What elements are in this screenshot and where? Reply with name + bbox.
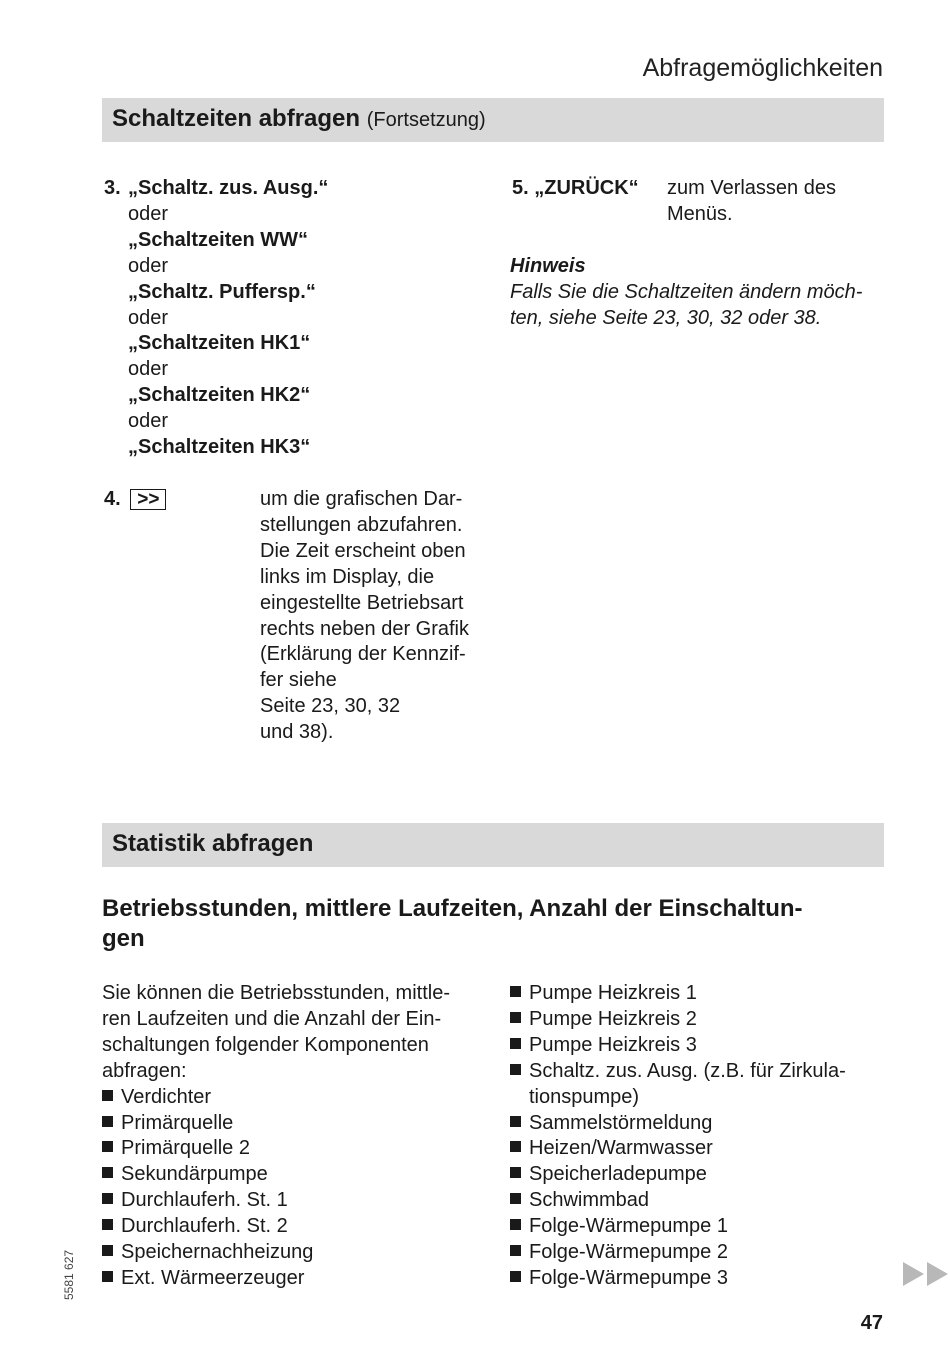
step-3 bbox=[104, 176, 121, 202]
step-4-line: stellungen abzufahren. bbox=[260, 513, 463, 536]
list-item bbox=[510, 1214, 846, 1240]
square-bullet-icon bbox=[102, 1116, 113, 1127]
square-bullet-icon bbox=[510, 1167, 521, 1178]
step-3-option: „Schaltzeiten HK2“ bbox=[128, 384, 311, 407]
list-item bbox=[510, 1188, 846, 1214]
square-bullet-icon bbox=[510, 1271, 521, 1282]
square-bullet-icon bbox=[510, 1064, 521, 1075]
square-bullet-icon bbox=[510, 1219, 521, 1230]
list-item-text: Sammelstörmeldung bbox=[529, 1111, 713, 1134]
list-item bbox=[102, 1111, 450, 1137]
list-item bbox=[510, 1007, 846, 1033]
step-4 bbox=[104, 487, 166, 513]
list-item-text: Sekundärpumpe bbox=[121, 1163, 268, 1186]
section-subtitle: (Fortsetzung) bbox=[366, 109, 486, 131]
step-4-line: (Erklärung der Kennzif- bbox=[260, 643, 466, 666]
note-line: Falls Sie die Schaltzeiten ändern möch- bbox=[510, 280, 863, 303]
list-item-text: Pumpe Heizkreis 1 bbox=[529, 982, 697, 1004]
section-title: Statistik abfragen bbox=[112, 830, 314, 857]
note-title: Hinweis bbox=[510, 255, 586, 277]
square-bullet-icon bbox=[510, 1245, 521, 1256]
double-triangle-right-icon bbox=[903, 1262, 949, 1291]
step-3-or: oder bbox=[128, 202, 169, 225]
list-item bbox=[102, 1162, 450, 1188]
step-4-description bbox=[260, 487, 469, 746]
list-item bbox=[102, 1085, 450, 1111]
step-5-line: zum Verlassen des bbox=[667, 177, 836, 199]
list-item-continuation: tionspumpe) bbox=[529, 1085, 640, 1108]
step-3-or: oder bbox=[128, 358, 169, 381]
square-bullet-icon bbox=[102, 1271, 113, 1282]
step-4-line: rechts neben der Grafik bbox=[260, 617, 469, 640]
next-page-arrows-svg bbox=[903, 1262, 949, 1286]
section-title-text: Schaltzeiten abfragen bbox=[112, 105, 361, 132]
step-number: 4. bbox=[104, 488, 121, 510]
step-4-line: und 38). bbox=[260, 721, 334, 744]
square-bullet-icon bbox=[102, 1167, 113, 1178]
intro-line: abfragen: bbox=[102, 1059, 187, 1082]
square-bullet-icon bbox=[510, 1193, 521, 1204]
list-item-text: Pumpe Heizkreis 3 bbox=[529, 1033, 697, 1056]
list-item bbox=[510, 1136, 846, 1162]
list-item bbox=[510, 1033, 846, 1059]
step-3-option: „Schaltz. zus. Ausg.“ bbox=[128, 177, 329, 199]
list-item bbox=[102, 1136, 450, 1162]
step-5-description bbox=[667, 176, 836, 228]
step-3-option: „Schaltzeiten HK1“ bbox=[128, 332, 311, 355]
step-3-option: „Schaltzeiten WW“ bbox=[128, 228, 309, 251]
list-item-text: Pumpe Heizkreis 2 bbox=[529, 1007, 697, 1030]
section-bar-schaltzeiten bbox=[102, 98, 884, 142]
statistics-list-right bbox=[510, 981, 846, 1292]
running-header: Abfragemöglichkeiten bbox=[642, 54, 883, 82]
document-code: 5581 627 bbox=[62, 1249, 76, 1300]
section-bar-statistik bbox=[102, 823, 884, 867]
step-4-line: Seite 23, 30, 32 bbox=[260, 695, 401, 718]
square-bullet-icon bbox=[510, 1012, 521, 1023]
intro-line: schaltungen folgender Komponenten bbox=[102, 1033, 429, 1056]
intro-line: ren Laufzeiten und die Anzahl der Ein- bbox=[102, 1007, 442, 1030]
note bbox=[510, 254, 862, 332]
step-3-lines bbox=[128, 176, 328, 461]
list-item-text: Schwimmbad bbox=[529, 1189, 650, 1212]
step-4-line: links im Display, die bbox=[260, 565, 435, 588]
step-3-option: „Schaltz. Puffersp.“ bbox=[128, 280, 316, 303]
list-item bbox=[510, 981, 846, 1007]
list-item-text: Durchlauferh. St. 1 bbox=[121, 1189, 288, 1212]
statistics-intro-and-list bbox=[102, 981, 450, 1292]
step-3-option: „Schaltzeiten HK3“ bbox=[128, 436, 311, 459]
list-item bbox=[510, 1111, 846, 1137]
step-number: 5. bbox=[512, 177, 529, 199]
step-4-line: um die grafischen Dar- bbox=[260, 488, 463, 510]
square-bullet-icon bbox=[102, 1219, 113, 1230]
square-bullet-icon bbox=[102, 1090, 113, 1101]
step-4-line: eingestellte Betriebsart bbox=[260, 591, 464, 614]
subheading-line: Betriebsstunden, mittlere Laufzeiten, Anzahl der Einschaltun- bbox=[102, 895, 803, 922]
square-bullet-icon bbox=[510, 1116, 521, 1127]
subheading bbox=[102, 894, 882, 954]
step-3-or: oder bbox=[128, 410, 169, 433]
list-item-text: Speicherladepumpe bbox=[529, 1163, 707, 1186]
list-item-text: Speichernachheizung bbox=[121, 1241, 314, 1264]
section-title bbox=[112, 105, 486, 133]
square-bullet-icon bbox=[510, 986, 521, 997]
square-bullet-icon bbox=[510, 1141, 521, 1152]
list-item-text: Primärquelle 2 bbox=[121, 1137, 250, 1160]
step-5 bbox=[512, 176, 639, 202]
list-item bbox=[510, 1059, 846, 1085]
step-5-label: „ZURÜCK“ bbox=[534, 177, 639, 199]
list-item-text: Heizen/Warmwasser bbox=[529, 1137, 713, 1160]
list-item bbox=[510, 1266, 846, 1292]
intro-line: Sie können die Betriebsstunden, mittle- bbox=[102, 982, 450, 1004]
square-bullet-icon bbox=[510, 1038, 521, 1049]
list-item bbox=[510, 1240, 846, 1266]
list-item bbox=[102, 1240, 450, 1266]
page-number: 47 bbox=[860, 1312, 883, 1334]
list-item bbox=[102, 1266, 450, 1292]
subheading-line: gen bbox=[102, 925, 145, 952]
list-item-text: Schaltz. zus. Ausg. (z.B. für Zirkula- bbox=[529, 1059, 846, 1082]
list-item-text: Ext. Wärmeerzeuger bbox=[121, 1266, 305, 1289]
forward-key-button: >> bbox=[130, 489, 166, 510]
square-bullet-icon bbox=[102, 1193, 113, 1204]
step-3-or: oder bbox=[128, 254, 169, 277]
list-item bbox=[102, 1188, 450, 1214]
list-item-text: Primärquelle bbox=[121, 1111, 234, 1134]
step-5-line: Menüs. bbox=[667, 202, 733, 225]
list-item-text: Durchlauferh. St. 2 bbox=[121, 1215, 288, 1238]
list-item-text: Folge-Wärmepumpe 2 bbox=[529, 1241, 728, 1264]
step-4-line: Die Zeit erscheint oben bbox=[260, 539, 466, 562]
list-item-text: Verdichter bbox=[121, 1085, 212, 1108]
note-line: ten, siehe Seite 23, 30, 32 oder 38. bbox=[510, 306, 822, 329]
list-item-text: Folge-Wärmepumpe 3 bbox=[529, 1266, 728, 1289]
step-number: 3. bbox=[104, 177, 121, 199]
square-bullet-icon bbox=[102, 1141, 113, 1152]
list-item-text: Folge-Wärmepumpe 1 bbox=[529, 1215, 728, 1238]
step-4-line: fer siehe bbox=[260, 669, 337, 692]
list-item bbox=[102, 1214, 450, 1240]
list-item bbox=[510, 1162, 846, 1188]
step-3-or: oder bbox=[128, 306, 169, 329]
square-bullet-icon bbox=[102, 1245, 113, 1256]
